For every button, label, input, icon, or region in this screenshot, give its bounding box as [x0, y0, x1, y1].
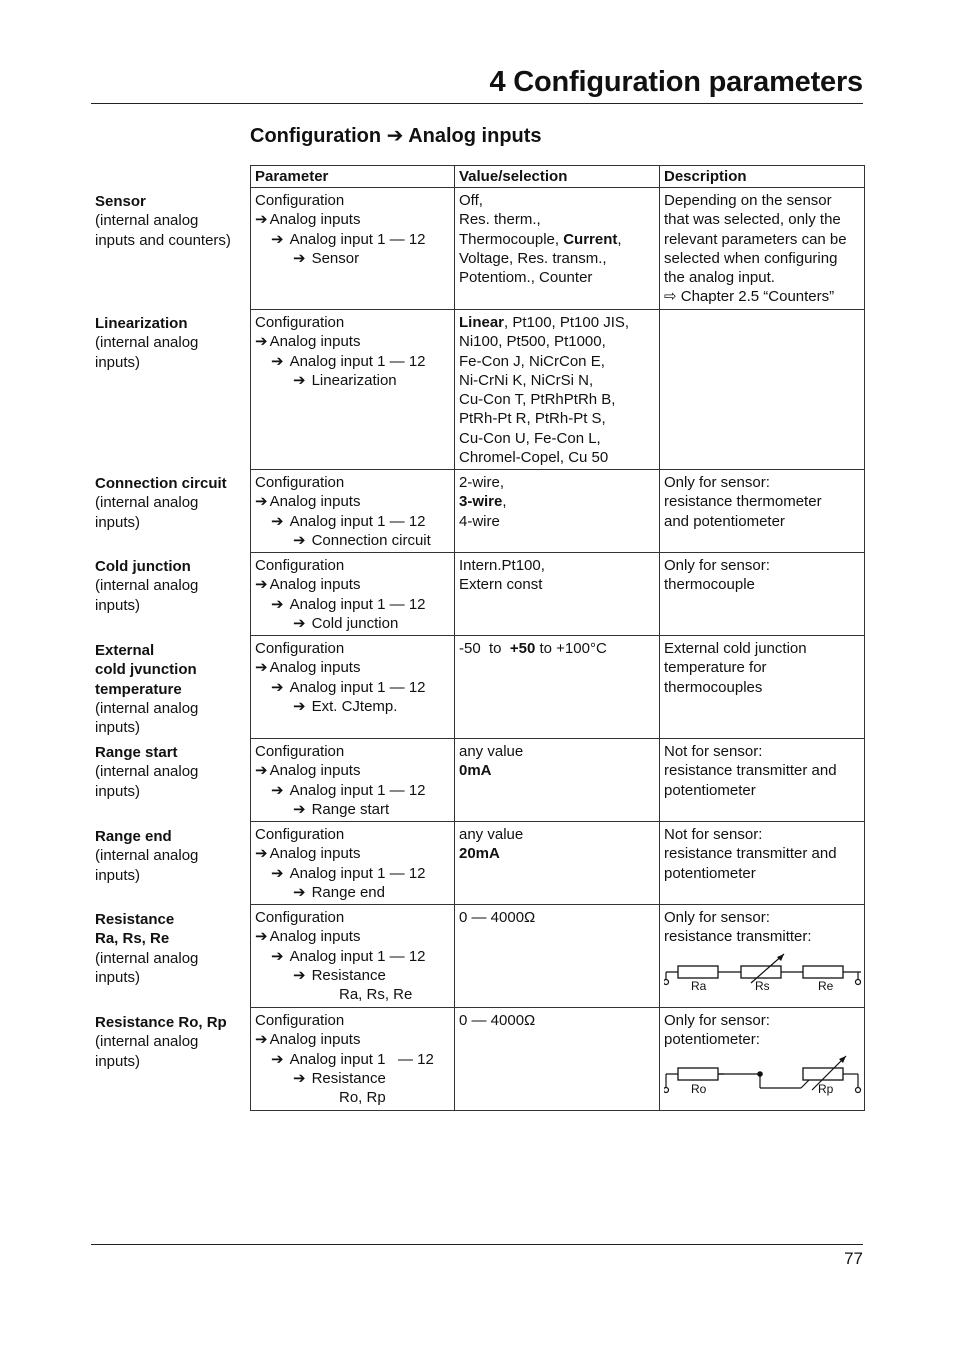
row-label-title: Range start — [95, 744, 178, 761]
description-cell: Not for sensor: resistance transmitter and potentiometer — [660, 739, 865, 822]
arrow-right-icon: ➔ — [271, 864, 284, 882]
arrow-right-icon: ➔ — [255, 211, 268, 229]
arrow-right-icon: ➔ — [271, 947, 284, 965]
row-label-text: inputs) — [95, 353, 141, 371]
table-row — [251, 636, 865, 739]
default-value: 0mA — [459, 762, 492, 780]
value-cell: Intern.Pt100, Extern const — [455, 553, 660, 636]
row-label-external-cj-temperature — [95, 641, 245, 737]
description-cell: Not for sensor: resistance transmitter and potentiometer — [660, 822, 865, 905]
row-label-text: (internal analog — [95, 494, 199, 512]
value-cell: -50 to +50 to +100°C — [455, 636, 660, 739]
row-label-text: inputs) — [95, 968, 141, 986]
table-row — [251, 188, 865, 310]
arrow-right-icon: ➔ — [293, 1069, 306, 1087]
row-label-title: Resistance — [95, 911, 175, 928]
row-label-text: (internal analog — [95, 1033, 199, 1051]
default-value: 3-wire — [459, 493, 503, 511]
row-label-range-end — [95, 827, 245, 885]
row-label-resistance-ro-rp — [95, 1013, 245, 1071]
footer-rule — [91, 1244, 863, 1245]
row-label-text: inputs) — [95, 596, 141, 614]
row-label-cold-junction — [95, 557, 245, 615]
parameter-path-cell: Configuration ➔ Analog inputs ➔ Analog input 1 — 12 ➔ Linearization — [251, 310, 455, 470]
arrow-right-icon: ➔ — [255, 333, 268, 351]
arrow-right-icon: ➔ — [293, 800, 306, 818]
default-value: 20mA — [459, 845, 500, 863]
value-cell: 2-wire, 3-wire, 4-wire — [455, 470, 660, 553]
row-label-title: Sensor — [95, 193, 146, 210]
table-row — [251, 1008, 865, 1111]
row-label-range-start — [95, 743, 245, 801]
potentiometer-schematic — [664, 1052, 864, 1100]
row-label-text: (internal analog — [95, 212, 199, 230]
default-value: +50 — [509, 640, 536, 657]
row-label-text: inputs) — [95, 866, 141, 884]
row-label-text: inputs) — [95, 1052, 141, 1070]
table-row — [251, 553, 865, 636]
arrow-right-icon: ➔ — [255, 928, 268, 946]
arrow-right-icon: ➔ — [293, 883, 306, 901]
resistor-label: Ra — [691, 978, 707, 991]
description-cell — [660, 310, 865, 470]
arrow-right-icon: ➔ — [255, 762, 268, 780]
row-label-title: External — [95, 642, 155, 659]
parameter-path-cell: Configuration ➔ Analog inputs ➔ Analog input 1 — 12 ➔ Connection circuit — [251, 470, 455, 553]
value-cell: Off, Res. therm., Thermocouple, Current, Voltage, Res. transm., Potentiom., Counter — [455, 188, 660, 310]
header-rule — [91, 103, 863, 104]
resistance-transmitter-schematic — [664, 949, 864, 991]
description-cell: Depending on the sensor that was selected, only the relevant parameters can be selected when configuring the analog input. ⇨ Chapter 2.5 “Counters” — [660, 188, 865, 310]
description-cell: Only for sensor: resistance thermometer and potentiometer — [660, 470, 865, 553]
arrow-right-icon: ➔ — [271, 1050, 284, 1068]
description-cell: External cold junction temperature for thermocouples — [660, 636, 865, 739]
arrow-right-icon: ➔ — [271, 512, 284, 530]
row-label-title: Resistance Ro, Rp — [95, 1014, 227, 1031]
value-cell: Linear, Pt100, Pt100 JIS, Ni100, Pt500, Pt1000, Fe-Con J, NiCrCon E, Ni-CrNi K, NiCrSi N, Cu-Con T, PtRhPtRh B, PtRh-Pt R, PtRh-Pt S, Cu-Con U, Fe-Con L, Chromel-Copel, Cu 50 — [455, 310, 660, 470]
row-label-text: (internal analog — [95, 949, 199, 967]
row-label-text: inputs and counters) — [95, 231, 231, 249]
row-label-title: Cold junction — [95, 558, 191, 575]
section-heading: Configuration ➔ Analog inputs — [250, 125, 542, 147]
arrow-right-icon: ➔ — [271, 781, 284, 799]
arrow-right-icon: ➔ — [271, 595, 284, 613]
row-label-title: Range end — [95, 828, 172, 845]
resistor-label: Ro — [691, 1081, 707, 1096]
arrow-right-icon: ➔ — [293, 531, 306, 549]
table-row — [251, 822, 865, 905]
row-label-connection-circuit — [95, 474, 245, 532]
arrow-right-icon: ➔ — [271, 678, 284, 696]
resistor-label: Rs — [755, 978, 770, 991]
arrow-right-icon: ➔ — [255, 659, 268, 677]
value-cell: any value 0mA — [455, 739, 660, 822]
arrow-right-icon: ➔ — [271, 230, 284, 248]
default-value: Current — [563, 230, 618, 248]
chapter-title: 4 Configuration parameters — [489, 66, 863, 98]
row-label-sensor — [95, 192, 245, 250]
table-row — [251, 310, 865, 470]
arrow-right-icon: ➔ — [255, 493, 268, 511]
path-level: ➔ Sensor — [293, 249, 360, 267]
row-label-text: inputs) — [95, 719, 141, 737]
default-value: Linear — [459, 314, 505, 331]
description-cell: Only for sensor: thermocouple — [660, 553, 865, 636]
arrow-right-icon: ➔ — [255, 1031, 268, 1049]
arrow-right-icon: ➔ — [255, 576, 268, 594]
parameter-path-cell: Configuration ➔ Analog inputs ➔ Analog input 1 — 12 ➔ Resistance Ra, Rs, Re — [251, 905, 455, 1008]
path-level: ➔ Analog input 1 — 12 — [271, 230, 426, 248]
page-number: 77 — [844, 1249, 863, 1268]
parameter-path-cell: Configuration ➔ Analog inputs ➔ Analog input 1 — 12 ➔ Cold junction — [251, 553, 455, 636]
description-cell: Only for sensor: potentiometer: Ro Rp — [660, 1008, 865, 1111]
value-cell: 0 — 4000Ω — [455, 1008, 660, 1111]
row-label-title: Linearization — [95, 315, 188, 332]
table-row — [251, 470, 865, 553]
row-label-text: (internal analog — [95, 763, 199, 781]
row-label-title: temperature — [95, 680, 182, 698]
row-label-text: inputs) — [95, 513, 141, 531]
row-label-text: inputs) — [95, 782, 141, 800]
column-header: Parameter — [251, 166, 455, 188]
arrow-right-icon: ➔ — [293, 371, 306, 389]
chapter-reference-link[interactable]: ⇨ Chapter 2.5 “Counters” — [664, 288, 835, 306]
parameter-table — [250, 165, 865, 1111]
row-label-text: (internal analog — [95, 847, 199, 865]
arrow-right-icon: ➔ — [271, 352, 284, 370]
resistor-label: Rp — [818, 1081, 834, 1096]
value-cell: 0 — 4000Ω — [455, 905, 660, 1008]
value-cell: any value 20mA — [455, 822, 660, 905]
column-header: Value/selection — [455, 166, 660, 188]
parameter-path-cell: Configuration ➔ Analog inputs ➔ Analog input 1 — 12 ➔ Range start — [251, 739, 455, 822]
row-label-text: (internal analog — [95, 577, 199, 595]
row-label-title: Connection circuit — [95, 475, 227, 492]
arrow-right-icon: ➔ — [293, 614, 306, 632]
parameter-path-cell — [251, 188, 455, 310]
parameter-path-cell: Configuration ➔ Analog inputs ➔ Analog input 1 — 12 ➔ Range end — [251, 822, 455, 905]
arrow-right-icon: ➔ — [293, 249, 306, 267]
parameter-path-cell: Configuration ➔ Analog inputs ➔ Analog input 1 — 12 ➔ Ext. CJtemp. — [251, 636, 455, 739]
arrow-right-icon: ➔ — [293, 697, 306, 715]
arrow-right-icon: ➔ — [293, 966, 306, 984]
resistor-label: Re — [818, 978, 834, 991]
path-level: ➔ Analog inputs — [255, 211, 361, 229]
table-row — [251, 739, 865, 822]
arrow-right-icon: ➔ — [255, 845, 268, 863]
table-header-row — [251, 166, 865, 188]
description-cell: Only for sensor: resistance transmitter: Ra Rs Re — [660, 905, 865, 1008]
column-header: Description — [660, 166, 865, 188]
table-row — [251, 905, 865, 1008]
row-label-resistance-ra-rs-re — [95, 910, 245, 987]
parameter-path-cell: Configuration ➔ Analog inputs ➔ Analog input 1 — 12 ➔ Resistance Ro, Rp — [251, 1008, 455, 1111]
row-label-text: (internal analog — [95, 334, 199, 352]
row-label-title: Ra, Rs, Re — [95, 930, 170, 948]
row-label-text: (internal analog — [95, 699, 199, 717]
path-root: Configuration — [255, 192, 345, 209]
row-label-title: cold jvunction — [95, 661, 197, 679]
row-label-linearization — [95, 314, 245, 372]
